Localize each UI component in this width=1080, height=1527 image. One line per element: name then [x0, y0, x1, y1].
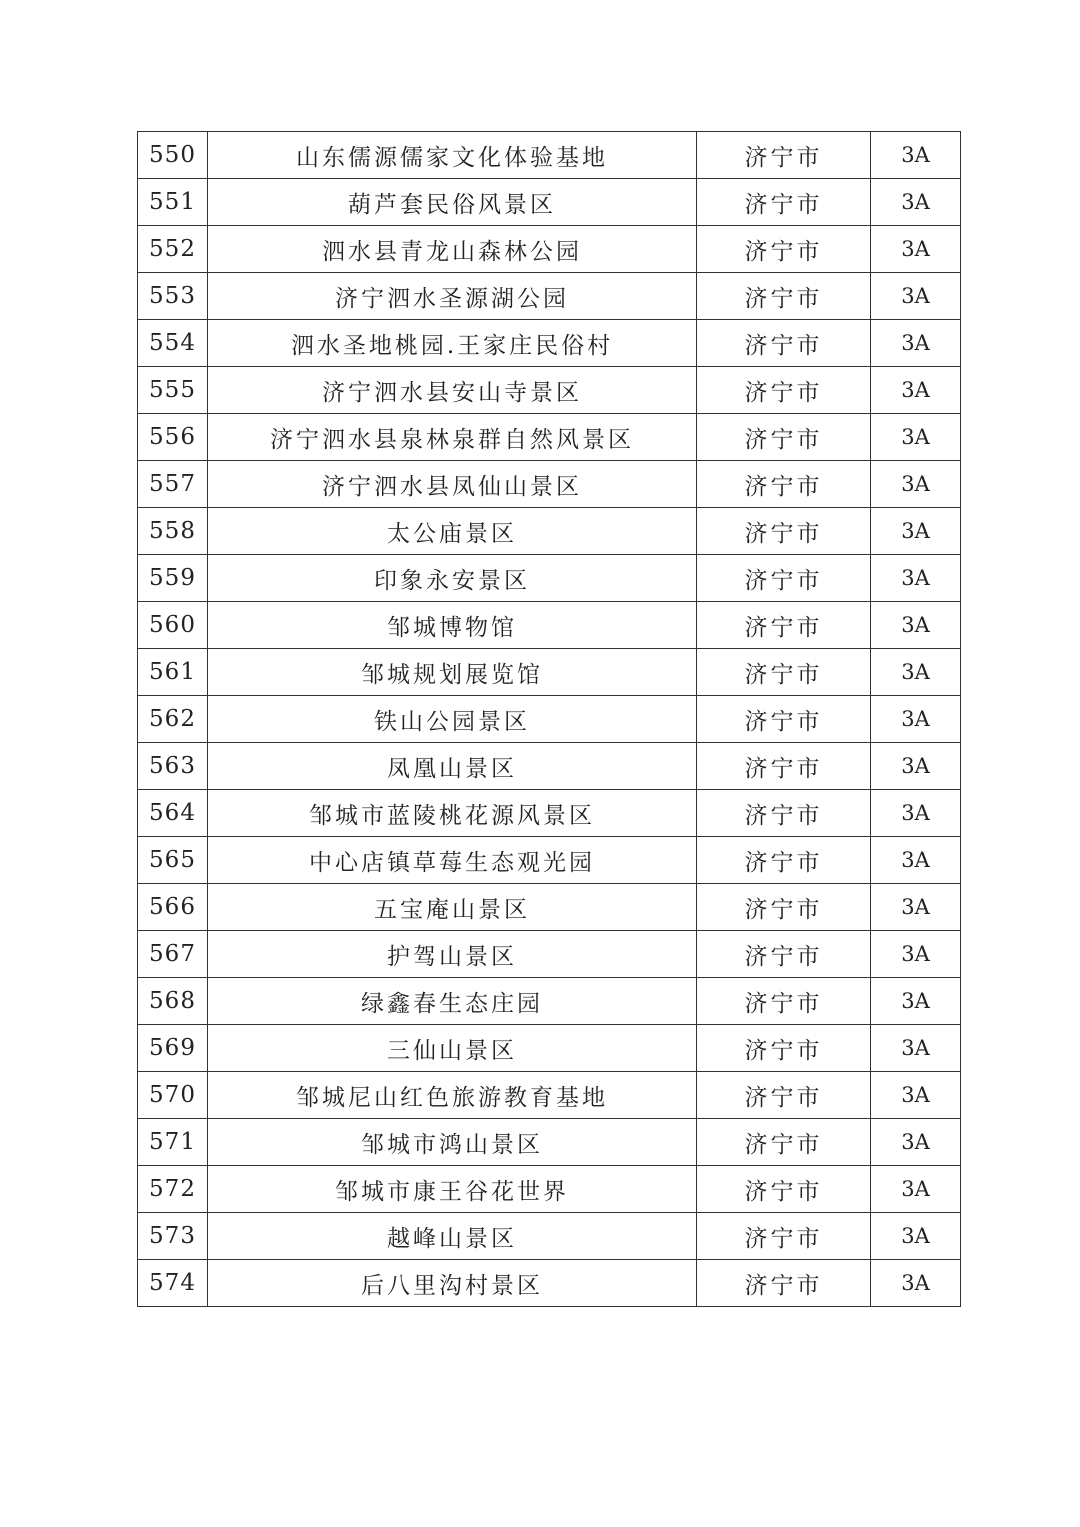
- row-number-cell: 557: [138, 461, 208, 508]
- row-number-cell: 561: [138, 649, 208, 696]
- city-cell: 济宁市: [697, 1213, 871, 1260]
- table-row: [138, 1119, 961, 1166]
- level-cell: 3A: [871, 414, 961, 461]
- table-row: [138, 367, 961, 414]
- scenic-name-cell: 绿鑫春生态庄园: [208, 978, 697, 1025]
- level-cell: 3A: [871, 884, 961, 931]
- city-cell: 济宁市: [697, 226, 871, 273]
- level-cell: 3A: [871, 273, 961, 320]
- scenic-name-cell: 护驾山景区: [208, 931, 697, 978]
- table-row: [138, 132, 961, 179]
- table-row: [138, 414, 961, 461]
- city-cell: 济宁市: [697, 743, 871, 790]
- city-cell: 济宁市: [697, 132, 871, 179]
- city-cell: 济宁市: [697, 461, 871, 508]
- scenic-name-cell: 铁山公园景区: [208, 696, 697, 743]
- level-cell: 3A: [871, 931, 961, 978]
- scenic-name-cell: 五宝庵山景区: [208, 884, 697, 931]
- table-row: [138, 978, 961, 1025]
- table-body: [138, 132, 961, 1307]
- row-number-cell: 554: [138, 320, 208, 367]
- row-number-cell: 552: [138, 226, 208, 273]
- row-number-cell: 560: [138, 602, 208, 649]
- table-row: [138, 837, 961, 884]
- level-cell: 3A: [871, 837, 961, 884]
- scenic-name-cell: 凤凰山景区: [208, 743, 697, 790]
- table-row: [138, 1072, 961, 1119]
- level-cell: 3A: [871, 1213, 961, 1260]
- table-row: [138, 1213, 961, 1260]
- scenic-name-cell: 邹城尼山红色旅游教育基地: [208, 1072, 697, 1119]
- level-cell: 3A: [871, 132, 961, 179]
- city-cell: 济宁市: [697, 1119, 871, 1166]
- row-number-cell: 572: [138, 1166, 208, 1213]
- level-cell: 3A: [871, 461, 961, 508]
- scenic-name-cell: 中心店镇草莓生态观光园: [208, 837, 697, 884]
- city-cell: 济宁市: [697, 978, 871, 1025]
- table-row: [138, 1166, 961, 1213]
- scenic-name-cell: 邹城市康王谷花世界: [208, 1166, 697, 1213]
- row-number-cell: 559: [138, 555, 208, 602]
- table-row: [138, 179, 961, 226]
- scenic-spot-table: [137, 131, 961, 1307]
- row-number-cell: 562: [138, 696, 208, 743]
- table-row: [138, 1260, 961, 1307]
- table-row: [138, 931, 961, 978]
- level-cell: 3A: [871, 602, 961, 649]
- level-cell: 3A: [871, 1260, 961, 1307]
- scenic-name-cell: 邹城市鸿山景区: [208, 1119, 697, 1166]
- scenic-name-cell: 泗水圣地桃园.王家庄民俗村: [208, 320, 697, 367]
- city-cell: 济宁市: [697, 179, 871, 226]
- row-number-cell: 550: [138, 132, 208, 179]
- city-cell: 济宁市: [697, 1072, 871, 1119]
- scenic-name-cell: 印象永安景区: [208, 555, 697, 602]
- city-cell: 济宁市: [697, 931, 871, 978]
- city-cell: 济宁市: [697, 649, 871, 696]
- table-row: [138, 461, 961, 508]
- city-cell: 济宁市: [697, 696, 871, 743]
- table-row: [138, 555, 961, 602]
- scenic-name-cell: 济宁泗水县泉林泉群自然风景区: [208, 414, 697, 461]
- row-number-cell: 568: [138, 978, 208, 1025]
- level-cell: 3A: [871, 367, 961, 414]
- scenic-name-cell: 邹城市蓝陵桃花源风景区: [208, 790, 697, 837]
- row-number-cell: 567: [138, 931, 208, 978]
- city-cell: 济宁市: [697, 884, 871, 931]
- city-cell: 济宁市: [697, 508, 871, 555]
- row-number-cell: 566: [138, 884, 208, 931]
- level-cell: 3A: [871, 320, 961, 367]
- scenic-name-cell: 济宁泗水县凤仙山景区: [208, 461, 697, 508]
- city-cell: 济宁市: [697, 367, 871, 414]
- scenic-name-cell: 济宁泗水县安山寺景区: [208, 367, 697, 414]
- city-cell: 济宁市: [697, 790, 871, 837]
- row-number-cell: 574: [138, 1260, 208, 1307]
- row-number-cell: 571: [138, 1119, 208, 1166]
- level-cell: 3A: [871, 555, 961, 602]
- row-number-cell: 564: [138, 790, 208, 837]
- table-row: [138, 320, 961, 367]
- table-row: [138, 273, 961, 320]
- city-cell: 济宁市: [697, 837, 871, 884]
- level-cell: 3A: [871, 1166, 961, 1213]
- level-cell: 3A: [871, 179, 961, 226]
- scenic-name-cell: 济宁泗水圣源湖公园: [208, 273, 697, 320]
- city-cell: 济宁市: [697, 273, 871, 320]
- row-number-cell: 555: [138, 367, 208, 414]
- row-number-cell: 569: [138, 1025, 208, 1072]
- row-number-cell: 553: [138, 273, 208, 320]
- row-number-cell: 551: [138, 179, 208, 226]
- scenic-name-cell: 泗水县青龙山森林公园: [208, 226, 697, 273]
- city-cell: 济宁市: [697, 1025, 871, 1072]
- level-cell: 3A: [871, 1119, 961, 1166]
- scenic-name-cell: 越峰山景区: [208, 1213, 697, 1260]
- scenic-name-cell: 邹城博物馆: [208, 602, 697, 649]
- city-cell: 济宁市: [697, 320, 871, 367]
- row-number-cell: 570: [138, 1072, 208, 1119]
- level-cell: 3A: [871, 743, 961, 790]
- scenic-name-cell: 太公庙景区: [208, 508, 697, 555]
- level-cell: 3A: [871, 1072, 961, 1119]
- level-cell: 3A: [871, 649, 961, 696]
- row-number-cell: 565: [138, 837, 208, 884]
- row-number-cell: 573: [138, 1213, 208, 1260]
- row-number-cell: 556: [138, 414, 208, 461]
- scenic-name-cell: 三仙山景区: [208, 1025, 697, 1072]
- row-number-cell: 558: [138, 508, 208, 555]
- city-cell: 济宁市: [697, 602, 871, 649]
- table-row: [138, 602, 961, 649]
- table-row: [138, 649, 961, 696]
- row-number-cell: 563: [138, 743, 208, 790]
- table-row: [138, 884, 961, 931]
- table-row: [138, 508, 961, 555]
- scenic-name-cell: 葫芦套民俗风景区: [208, 179, 697, 226]
- level-cell: 3A: [871, 696, 961, 743]
- level-cell: 3A: [871, 790, 961, 837]
- scenic-name-cell: 山东儒源儒家文化体验基地: [208, 132, 697, 179]
- city-cell: 济宁市: [697, 1260, 871, 1307]
- table-row: [138, 1025, 961, 1072]
- level-cell: 3A: [871, 978, 961, 1025]
- city-cell: 济宁市: [697, 1166, 871, 1213]
- table-row: [138, 696, 961, 743]
- table-row: [138, 743, 961, 790]
- level-cell: 3A: [871, 508, 961, 555]
- level-cell: 3A: [871, 226, 961, 273]
- scenic-name-cell: 后八里沟村景区: [208, 1260, 697, 1307]
- table-row: [138, 226, 961, 273]
- city-cell: 济宁市: [697, 414, 871, 461]
- city-cell: 济宁市: [697, 555, 871, 602]
- level-cell: 3A: [871, 1025, 961, 1072]
- table-row: [138, 790, 961, 837]
- scenic-name-cell: 邹城规划展览馆: [208, 649, 697, 696]
